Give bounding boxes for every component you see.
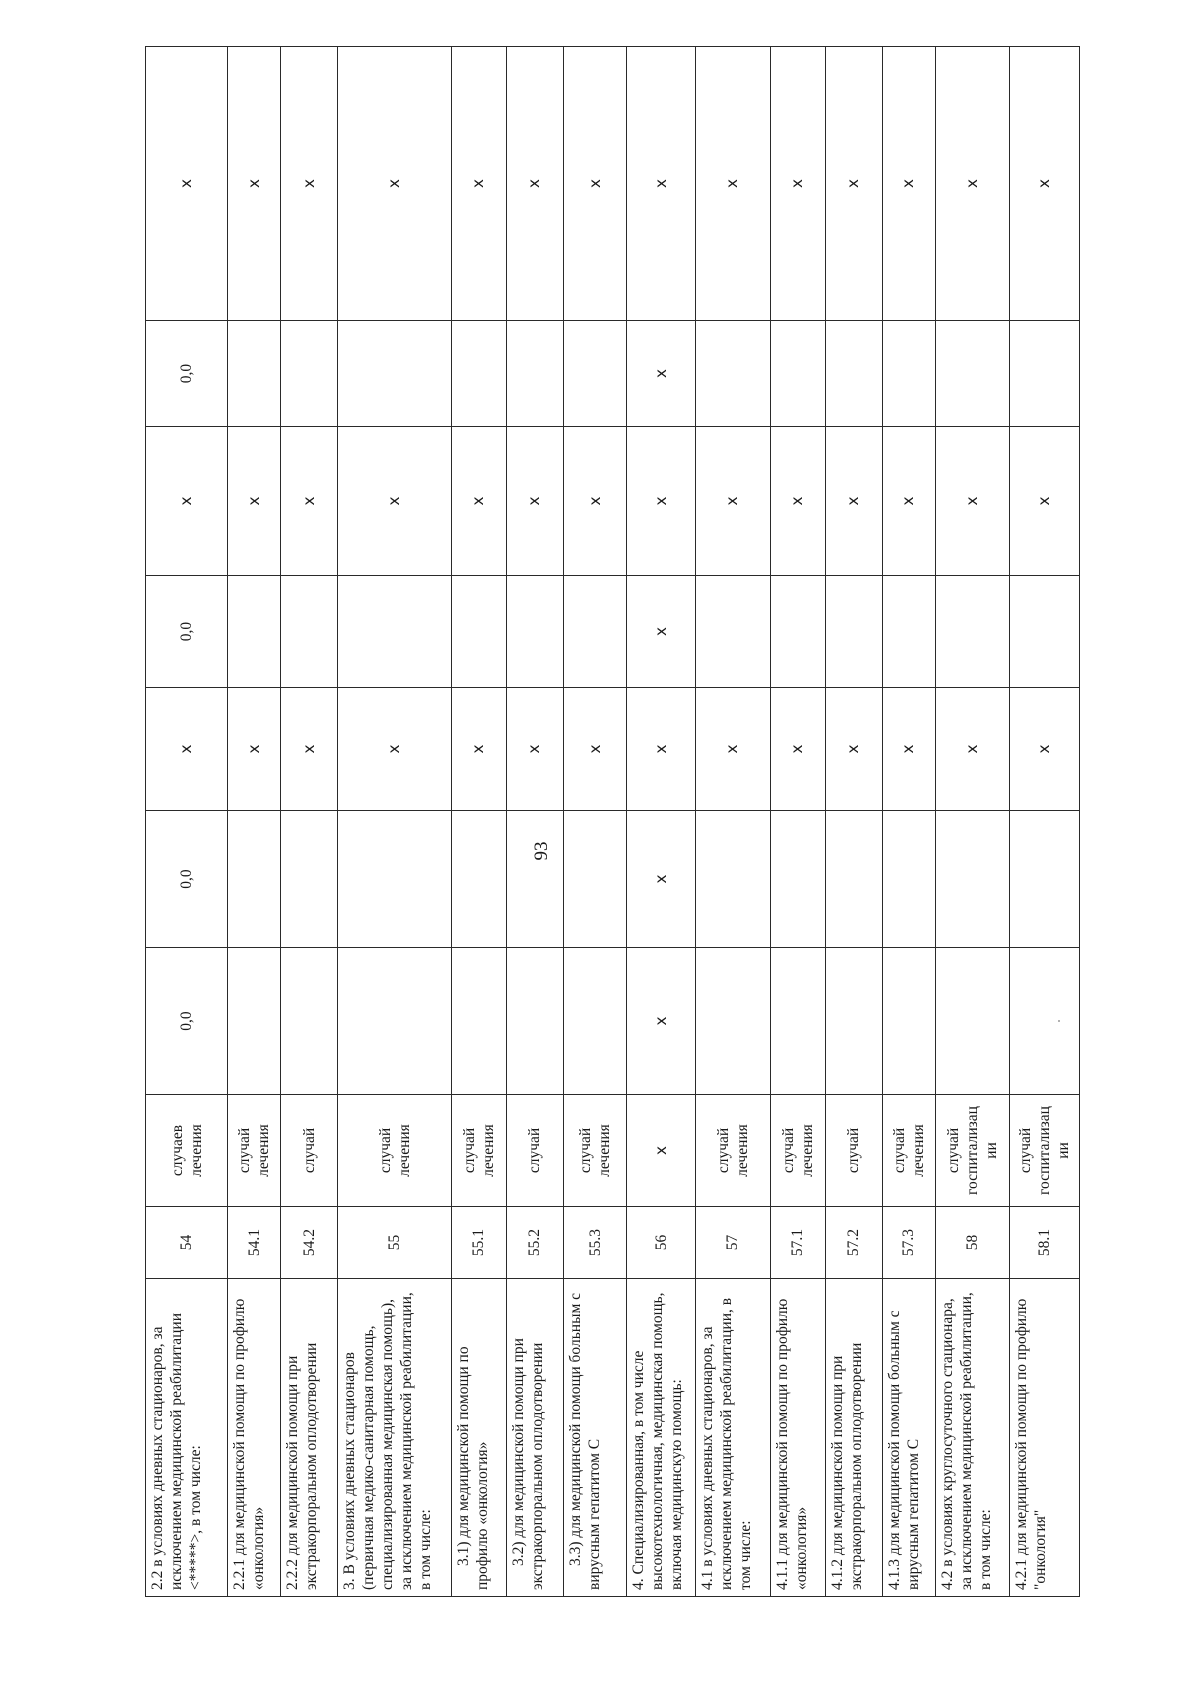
unit-cell: случай лечения — [770, 1095, 825, 1207]
value-cell-7: х — [452, 47, 507, 321]
value-cell-5: х — [1010, 427, 1080, 576]
row-name-cell: 4.1.3 для медицинской помощи больным с вирусным гепатитом С — [882, 1279, 936, 1597]
value-cell-2 — [882, 811, 936, 948]
value-cell-6 — [281, 321, 338, 427]
value-cell-6 — [338, 321, 452, 427]
row-name-cell: 3. В условиях дневных стационаров (первичная медико-санитарная помощь, специализированная медицинская помощь), за исключением медицинской реабилитации, в том числе: — [338, 1279, 452, 1597]
value-cell-3: х — [825, 688, 882, 811]
value-cell-1 — [825, 948, 882, 1095]
value-cell-2 — [563, 811, 626, 948]
row-number-cell: 57.1 — [770, 1207, 825, 1279]
row-name-cell: 2.2.2 для медицинской помощи при экстракорпоральном оплодотворении — [281, 1279, 338, 1597]
unit-cell: случай лечения — [228, 1095, 281, 1207]
value-cell-5: х — [936, 427, 1010, 576]
value-cell-1 — [695, 948, 770, 1095]
value-cell-7: х — [1010, 47, 1080, 321]
table-row — [825, 47, 882, 1597]
value-cell-5: х — [695, 427, 770, 576]
value-cell-6 — [228, 321, 281, 427]
table-row — [452, 47, 507, 1597]
table-row — [1010, 47, 1080, 1597]
value-cell-6 — [563, 321, 626, 427]
value-cell-5: х — [563, 427, 626, 576]
value-cell-6 — [506, 321, 563, 427]
table-row — [563, 47, 626, 1597]
value-cell-5: х — [770, 427, 825, 576]
unit-cell: случай лечения — [695, 1095, 770, 1207]
financing-table — [145, 46, 1080, 1597]
value-cell-2 — [338, 811, 452, 948]
value-cell-4 — [228, 576, 281, 688]
row-number-cell: 56 — [627, 1207, 696, 1279]
value-cell-6 — [1010, 321, 1080, 427]
row-number-cell: 57 — [695, 1207, 770, 1279]
value-cell-5: х — [627, 427, 696, 576]
unit-cell: случай лечения — [338, 1095, 452, 1207]
row-name-cell: 3.1) для медицинской помощи по профилю «онкология» — [452, 1279, 507, 1597]
value-cell-3: х — [281, 688, 338, 811]
row-number-cell: 58.1 — [1010, 1207, 1080, 1279]
table-row — [936, 47, 1010, 1597]
value-cell-7: х — [882, 47, 936, 321]
rotated-table-wrapper — [145, 47, 1080, 1597]
value-cell-2 — [770, 811, 825, 948]
value-cell-3: х — [506, 688, 563, 811]
value-cell-1 — [281, 948, 338, 1095]
value-cell-5: х — [452, 427, 507, 576]
page-number: 93 — [531, 841, 552, 861]
unit-cell: случай лечения — [563, 1095, 626, 1207]
table-row — [338, 47, 452, 1597]
value-cell-7: х — [281, 47, 338, 321]
value-cell-1 — [1010, 948, 1080, 1095]
value-cell-7: х — [228, 47, 281, 321]
value-cell-3: х — [338, 688, 452, 811]
value-cell-7: х — [936, 47, 1010, 321]
table-row — [627, 47, 696, 1597]
row-name-cell: 4.2.1 для медицинской помощи по профилю "онкология" — [1010, 1279, 1080, 1597]
row-number-cell: 54 — [146, 1207, 228, 1279]
row-number-cell: 55.3 — [563, 1207, 626, 1279]
row-number-cell: 57.2 — [825, 1207, 882, 1279]
row-name-cell: 4.2 в условиях круглосуточного стационара, за исключением медицинской реабилитации, в том числе: — [936, 1279, 1010, 1597]
value-cell-1 — [882, 948, 936, 1095]
value-cell-4 — [770, 576, 825, 688]
value-cell-2 — [1010, 811, 1080, 948]
table-row — [281, 47, 338, 1597]
value-cell-3: х — [882, 688, 936, 811]
value-cell-3: х — [695, 688, 770, 811]
row-number-cell: 54.2 — [281, 1207, 338, 1279]
value-cell-4 — [452, 576, 507, 688]
value-cell-4 — [1010, 576, 1080, 688]
value-cell-6 — [825, 321, 882, 427]
value-cell-5: х — [146, 427, 228, 576]
row-number-cell: 55.2 — [506, 1207, 563, 1279]
row-name-cell: 3.3) для медицинской помощи больным с вирусным гепатитом С — [563, 1279, 626, 1597]
row-number-cell: 55.1 — [452, 1207, 507, 1279]
value-cell-2 — [228, 811, 281, 948]
value-cell-3: х — [146, 688, 228, 811]
value-cell-4 — [695, 576, 770, 688]
row-number-cell: 58 — [936, 1207, 1010, 1279]
row-name-cell: 4. Специализированная, в том числе высокотехнологичная, медицинская помощь, включая медицинскую помощь: — [627, 1279, 696, 1597]
value-cell-2: 0,0 — [146, 811, 228, 948]
scan-speck — [1058, 1020, 1060, 1022]
value-cell-2: х — [627, 811, 696, 948]
value-cell-1 — [936, 948, 1010, 1095]
value-cell-2 — [281, 811, 338, 948]
row-name-cell: 3.2) для медицинской помощи при экстракорпоральном оплодотворении — [506, 1279, 563, 1597]
value-cell-3: х — [452, 688, 507, 811]
value-cell-2 — [695, 811, 770, 948]
table-row — [146, 47, 228, 1597]
table-row — [882, 47, 936, 1597]
value-cell-3: х — [228, 688, 281, 811]
row-name-cell: 2.2.1 для медицинской помощи по профилю «онкология» — [228, 1279, 281, 1597]
value-cell-4 — [825, 576, 882, 688]
unit-cell: случай госпитализац ии — [936, 1095, 1010, 1207]
value-cell-6 — [882, 321, 936, 427]
value-cell-1 — [338, 948, 452, 1095]
value-cell-7: х — [695, 47, 770, 321]
value-cell-3: х — [770, 688, 825, 811]
value-cell-5: х — [281, 427, 338, 576]
value-cell-4 — [936, 576, 1010, 688]
value-cell-5: х — [338, 427, 452, 576]
unit-cell: случай лечения — [452, 1095, 507, 1207]
value-cell-1: 0,0 — [146, 948, 228, 1095]
value-cell-5: х — [506, 427, 563, 576]
unit-cell: случай лечения — [882, 1095, 936, 1207]
value-cell-3: х — [563, 688, 626, 811]
value-cell-7: х — [770, 47, 825, 321]
value-cell-3: х — [1010, 688, 1080, 811]
value-cell-7: х — [146, 47, 228, 321]
value-cell-1 — [563, 948, 626, 1095]
table-row — [695, 47, 770, 1597]
value-cell-4 — [563, 576, 626, 688]
value-cell-6 — [452, 321, 507, 427]
value-cell-5: х — [825, 427, 882, 576]
row-name-cell: 4.1.1 для медицинской помощи по профилю «онкология» — [770, 1279, 825, 1597]
table-row — [770, 47, 825, 1597]
value-cell-6 — [770, 321, 825, 427]
value-cell-3: х — [627, 688, 696, 811]
value-cell-7: х — [825, 47, 882, 321]
value-cell-4 — [281, 576, 338, 688]
value-cell-6: 0,0 — [146, 321, 228, 427]
value-cell-1 — [452, 948, 507, 1095]
row-number-cell: 55 — [338, 1207, 452, 1279]
value-cell-2 — [936, 811, 1010, 948]
value-cell-4: х — [627, 576, 696, 688]
row-name-cell: 4.1.2 для медицинской помощи при экстракорпоральном оплодотворении — [825, 1279, 882, 1597]
value-cell-1 — [228, 948, 281, 1095]
unit-cell: случай — [825, 1095, 882, 1207]
table-row — [228, 47, 281, 1597]
unit-cell: случаев лечения — [146, 1095, 228, 1207]
value-cell-2 — [452, 811, 507, 948]
table-body — [146, 47, 1080, 1597]
value-cell-7: х — [563, 47, 626, 321]
row-number-cell: 57.3 — [882, 1207, 936, 1279]
value-cell-2 — [825, 811, 882, 948]
value-cell-3: х — [936, 688, 1010, 811]
value-cell-4 — [338, 576, 452, 688]
value-cell-1 — [506, 948, 563, 1095]
value-cell-1: х — [627, 948, 696, 1095]
value-cell-6 — [695, 321, 770, 427]
value-cell-4: 0,0 — [146, 576, 228, 688]
row-name-cell: 4.1 в условиях дневных стационаров, за исключением медицинской реабилитации, в том числе: — [695, 1279, 770, 1597]
unit-cell: х — [627, 1095, 696, 1207]
value-cell-7: х — [627, 47, 696, 321]
value-cell-1 — [770, 948, 825, 1095]
value-cell-7: х — [338, 47, 452, 321]
unit-cell: случай — [281, 1095, 338, 1207]
value-cell-6 — [936, 321, 1010, 427]
value-cell-6: х — [627, 321, 696, 427]
value-cell-5: х — [882, 427, 936, 576]
value-cell-7: х — [506, 47, 563, 321]
unit-cell: случай — [506, 1095, 563, 1207]
row-number-cell: 54.1 — [228, 1207, 281, 1279]
value-cell-5: х — [228, 427, 281, 576]
value-cell-4 — [506, 576, 563, 688]
unit-cell: случай госпитализац ии — [1010, 1095, 1080, 1207]
value-cell-4 — [882, 576, 936, 688]
row-name-cell: 2.2 в условиях дневных стационаров, за исключением медицинской реабилитации <*****>, в том числе: — [146, 1279, 228, 1597]
